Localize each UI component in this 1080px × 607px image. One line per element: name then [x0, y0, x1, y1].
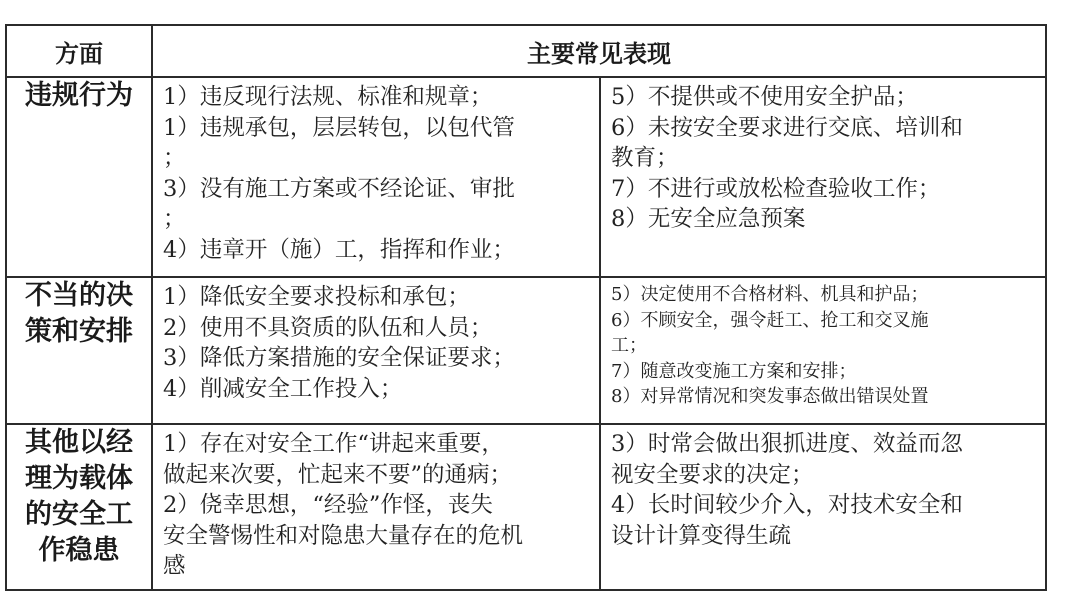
header-aspect: 方面	[6, 25, 152, 77]
manifestation-line: 感	[163, 553, 186, 579]
table-row	[6, 77, 1046, 277]
aspect-cell	[6, 424, 152, 590]
manifestation-line: 4）违章开（施）工，指挥和作业；	[163, 236, 515, 263]
manifestation-line: 7）不进行或放松检查验收工作；	[611, 175, 941, 202]
manifestation-line: 1）降低安全要求投标和承包；	[163, 284, 470, 310]
manifestation-line: 3）没有施工方案或不经论证、审批	[163, 175, 515, 202]
safety-behavior-table	[5, 24, 1047, 591]
manifestation-line: 3）降低方案措施的安全保证要求；	[163, 345, 515, 371]
manifestation-line: 2）侥幸思想，“经验”作怪，丧失	[163, 492, 493, 518]
manifestation-line: 安全警惕性和对隐患大量存在的危机	[163, 522, 524, 549]
manifestation-cell-left	[152, 277, 600, 424]
manifestation-line: 6）不顾安全，强令赶工、抢工和交叉施	[611, 309, 929, 331]
manifestation-cell-right	[600, 424, 1046, 590]
manifestation-line: 1）违规承包，层层转包，以包代管	[163, 114, 515, 141]
manifestation-line: 3）时常会做出狠抓进度、效益而忽	[611, 431, 963, 457]
manifestation-line: 1）违反现行法规、标准和规章；	[163, 84, 493, 110]
manifestation-line: 7）随意改变施工方案和安排；	[611, 360, 857, 382]
manifestation-line: 8）对异常情况和突发事态做出错误处置	[611, 386, 929, 407]
manifestation-line: 5）不提供或不使用安全护品；	[611, 84, 918, 110]
manifestation-cell-left	[152, 424, 600, 590]
manifestation-line: 2）使用不具资质的队伍和人员；	[163, 314, 493, 341]
table-row	[6, 424, 1046, 590]
manifestation-line: 设计计算变得生疏	[611, 522, 792, 549]
manifestation-line: 4）长时间较少介入，对技术安全和	[611, 492, 963, 518]
manifestation-line: 做起来次要，忙起来不要”的通病；	[163, 461, 513, 488]
aspect-cell	[6, 77, 152, 277]
manifestation-line: 8）无安全应急预案	[611, 206, 806, 232]
aspect-line: 不当的决	[25, 280, 133, 311]
manifestation-line: 视安全要求的决定；	[611, 461, 814, 488]
manifestation-line: 5）决定使用不合格材料、机具和护品；	[611, 284, 929, 305]
manifestation-cell-left	[152, 77, 600, 277]
aspect-line: 的安全工	[25, 499, 133, 530]
table-row	[6, 277, 1046, 424]
aspect-line: 其他以经	[25, 427, 133, 458]
manifestation-line: 6）未按安全要求进行交底、培训和	[611, 114, 963, 141]
header-manifestations: 主要常见表现	[152, 25, 1046, 77]
aspect-line: 违规行为	[25, 80, 133, 111]
manifestation-line: 工；	[611, 335, 647, 356]
manifestation-cell-right	[600, 277, 1046, 424]
manifestation-line: 1）存在对安全工作“讲起来重要，	[163, 431, 504, 457]
manifestation-line: ；	[163, 206, 186, 232]
aspect-line: 作稳患	[38, 535, 120, 566]
table-header-row	[6, 25, 1046, 77]
aspect-line: 理为载体	[25, 463, 133, 494]
aspect-cell	[6, 277, 152, 424]
manifestation-line: 教育；	[611, 145, 679, 171]
manifestation-line: ；	[163, 145, 186, 171]
manifestation-line: 4）削减安全工作投入；	[163, 375, 403, 402]
aspect-line: 策和安排	[25, 316, 133, 347]
manifestation-cell-right	[600, 77, 1046, 277]
